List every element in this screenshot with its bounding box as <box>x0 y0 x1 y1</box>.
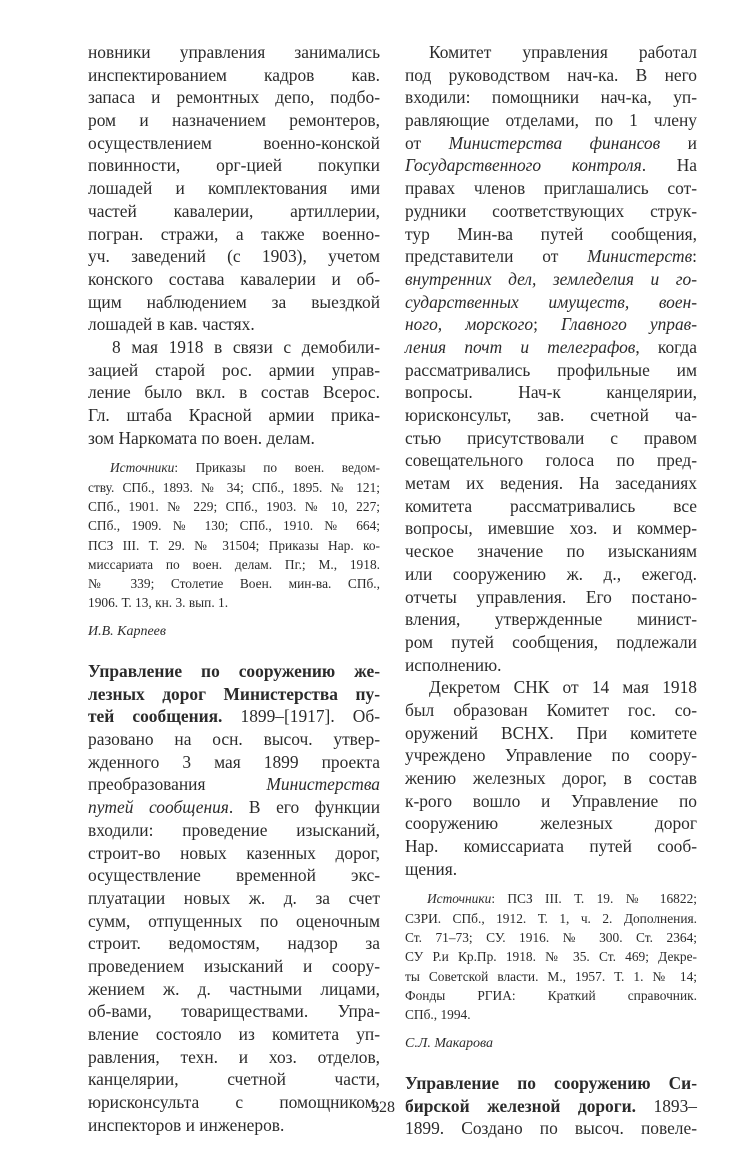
text-line <box>405 563 697 586</box>
text: или сооружению ж. д., ежегод. <box>405 563 697 584</box>
text: от <box>405 132 449 153</box>
text: исполнению. <box>405 654 502 675</box>
paragraph <box>88 41 380 336</box>
text: строит. ведомостям, надзор за <box>88 933 380 954</box>
text: № 339; Столетие Воен. мин-ва. СПб., <box>88 576 380 592</box>
text: : <box>692 246 697 267</box>
text: : Приказы по воен. ведом- <box>174 460 380 476</box>
text-line <box>88 516 380 535</box>
text: проведением изысканий и соору- <box>88 955 380 976</box>
text-line <box>405 812 697 835</box>
text: 8 мая 1918 в связи с демобили- <box>112 336 380 357</box>
text-line <box>405 767 697 790</box>
text-line <box>88 427 380 450</box>
text: преобразования <box>88 774 267 795</box>
italic-text: внутренних дел, земледелия и го- <box>405 268 697 289</box>
text-line <box>405 472 697 495</box>
text-line <box>88 536 380 555</box>
text: правах членов приглашались сот- <box>405 178 697 199</box>
text-line <box>88 41 380 64</box>
text-line <box>405 449 697 472</box>
text-line <box>88 177 380 200</box>
bold-text: Управление по сооружению Си- <box>405 1072 697 1093</box>
paragraph <box>88 336 380 449</box>
text-line <box>88 497 380 516</box>
text: под руководством нач-ка. В него <box>405 64 697 85</box>
text: щения. <box>405 858 458 879</box>
text: входили: проведение изысканий, <box>88 819 380 840</box>
text-line <box>405 654 697 677</box>
text-line <box>405 540 697 563</box>
text-line <box>88 359 380 382</box>
bold-text: лезных дорог Министерства пу- <box>88 683 380 704</box>
text: метам их ведения. На заседаниях <box>405 473 697 494</box>
text: Декретом СНК от 14 мая 1918 <box>429 677 697 698</box>
text: СЗРИ. СПб., 1912. Т. 1, ч. 2. Дополнения. <box>405 910 697 926</box>
text: об-вами, товариществами. Упра- <box>88 1001 380 1022</box>
text-line <box>88 1068 380 1091</box>
text: . В его функции <box>228 797 380 818</box>
text-line <box>88 683 380 706</box>
text-line <box>88 751 380 774</box>
text-line <box>88 1023 380 1046</box>
text: осуществление временной экс- <box>88 865 380 886</box>
text-line <box>405 1072 697 1095</box>
text: СПб., 1994. <box>405 1007 471 1023</box>
text-line <box>88 705 380 728</box>
text-line <box>405 109 697 132</box>
text: комитета рассматривались все <box>405 495 697 516</box>
text-line <box>405 404 697 427</box>
text-line <box>405 967 697 986</box>
sources-note <box>88 458 380 612</box>
text: рудники соответствующих струк- <box>405 200 697 221</box>
text-line <box>405 676 697 699</box>
text-line <box>405 313 697 336</box>
text-line <box>405 517 697 540</box>
right-column <box>405 41 697 1140</box>
text: СУ Р.и Кр.Пр. 1918. № 35. Ст. 469; Декре- <box>405 949 697 965</box>
text: ты Советской власти. М., 1957. Т. 1. № 14; <box>405 968 697 984</box>
text: зом Наркомата по воен. делам. <box>88 427 315 448</box>
bold-text: Управление по сооружению же- <box>88 661 380 682</box>
text-line <box>88 910 380 933</box>
text: 1893– <box>636 1095 698 1116</box>
text-line <box>405 64 697 87</box>
text: 1899–[1917]. Об- <box>222 706 380 727</box>
text: частей кавалерии, артиллерии, <box>88 200 380 221</box>
text-line <box>405 359 697 382</box>
text: конского состава кавалерии и об- <box>88 268 380 289</box>
text: , когда <box>635 336 698 357</box>
text-line <box>405 586 697 609</box>
italic-text: Министерства финансов <box>448 132 661 153</box>
text-line <box>405 495 697 518</box>
text-line <box>88 458 380 477</box>
text-line <box>88 773 380 796</box>
left-column <box>88 41 380 1136</box>
text-line <box>88 404 380 427</box>
italic-text: ного, морского <box>405 314 534 335</box>
paragraph <box>405 41 697 676</box>
text: 1906. Т. 13, кн. 3. вып. 1. <box>88 595 229 611</box>
italic-text: сударственных имуществ, воен- <box>405 291 697 312</box>
author-signature <box>405 1034 697 1053</box>
text-line <box>88 381 380 404</box>
text-line <box>88 268 380 291</box>
text: новники управления занимались <box>88 42 380 62</box>
text-line <box>88 555 380 574</box>
text-line <box>405 835 697 858</box>
bold-text: тей сообщения. <box>88 706 223 727</box>
text-line <box>88 728 380 751</box>
italic-text: Министерства <box>266 774 380 795</box>
italic-text: Источники <box>110 460 175 476</box>
text-line <box>405 268 697 291</box>
text-line <box>88 864 380 887</box>
text-line <box>405 1034 697 1053</box>
text-line <box>405 909 697 928</box>
text-line <box>405 336 697 359</box>
text-line <box>405 86 697 109</box>
text: погран. стражи, а также военно- <box>88 223 380 244</box>
text-line <box>405 928 697 947</box>
text: С.Л. Макарова <box>405 1035 493 1051</box>
text-line <box>88 336 380 359</box>
text-line <box>88 154 380 177</box>
text-line <box>405 631 697 654</box>
text: повинности, орг-цией покупки <box>88 155 380 176</box>
text: был образован Комитет гос. со- <box>405 699 697 720</box>
text-line <box>405 790 697 813</box>
text-line <box>405 132 697 155</box>
text: Гл. штаба Красной армии прика- <box>88 405 380 425</box>
text: СПб., 1909. № 130; СПб., 1910. № 664; <box>88 518 380 534</box>
italic-text: ления почт и телеграфов <box>405 336 636 357</box>
text-line <box>405 41 697 64</box>
text: СПб., 1901. № 229; СПб., 1903. № 10, 227; <box>88 498 380 514</box>
text-line <box>88 978 380 1001</box>
text: Комитет управления работал <box>429 42 697 62</box>
italic-text: путей сообщения <box>88 797 229 818</box>
text: рассматривались профильные им <box>405 359 697 380</box>
text: разовано на осн. высоч. утвер- <box>88 729 380 750</box>
text-line <box>88 1114 380 1137</box>
text-line <box>405 154 697 177</box>
text-line <box>405 245 697 268</box>
text: равляющие отделами, по 1 члену <box>405 110 697 131</box>
paragraph <box>405 676 697 880</box>
text-line <box>88 622 380 641</box>
text-line <box>405 427 697 450</box>
text: вление состояло из комитета уп- <box>88 1024 380 1045</box>
text: отчеты управления. Его постано- <box>405 586 697 607</box>
text: стью присутствовали с правом <box>405 427 697 448</box>
text: ром путей сообщения, подлежали <box>405 631 697 652</box>
text-line <box>405 608 697 631</box>
author-signature <box>88 622 380 641</box>
italic-text: Главного управ- <box>560 314 697 335</box>
text: . На <box>641 155 697 176</box>
page-number: 328 <box>371 1099 395 1116</box>
text-line <box>88 842 380 865</box>
text: жденного 3 мая 1899 проекта <box>88 751 380 772</box>
text-line <box>88 660 380 683</box>
text: тур Мин-ва путей сообщения, <box>405 223 697 244</box>
text-line <box>405 744 697 767</box>
text-line <box>88 291 380 314</box>
text-line <box>405 291 697 314</box>
text: учреждено Управление по соору- <box>405 745 697 766</box>
text-line <box>405 177 697 200</box>
text: канцелярии, счетной части, <box>88 1069 380 1090</box>
bold-text: бирской железной дороги. <box>405 1095 637 1116</box>
text-line <box>88 1000 380 1023</box>
text-line <box>88 109 380 132</box>
sources-note <box>405 889 697 1024</box>
text: инспекторов и инженеров. <box>88 1114 285 1135</box>
text: лошадей и комплектования ими <box>88 178 380 199</box>
text: осуществлением военно-конской <box>88 132 380 153</box>
text: входили: помощники нач-ка, уп- <box>405 87 697 108</box>
text-line <box>405 1005 697 1024</box>
text-line <box>88 200 380 223</box>
text: вления, утвержденные минист- <box>405 609 697 630</box>
text-line <box>88 132 380 155</box>
text: 1899. Создано по высоч. повеле- <box>405 1118 697 1139</box>
text: сооружению железных дорог <box>405 813 697 834</box>
text: ; <box>533 314 561 335</box>
text: Ст. 71–73; СУ. 1916. № 300. Ст. 2364; <box>405 930 697 946</box>
text: оружений ВСНХ. При комитете <box>405 722 697 743</box>
text: инспектированием кадров кав. <box>88 64 380 85</box>
text: вопросы, имевшие хоз. и коммер- <box>405 518 697 539</box>
text-line <box>405 947 697 966</box>
text-line <box>88 932 380 955</box>
italic-text: Источники <box>427 891 492 907</box>
text: ПСЗ III. Т. 29. № 31504; Приказы Нар. ко- <box>88 537 380 553</box>
text: Фонды РГИА: Краткий справочник. <box>405 987 697 1003</box>
text: жением ж. д. частными лицами, <box>88 978 380 999</box>
text-line <box>88 593 380 612</box>
text: юрисконсульт, зав. счетной ча- <box>405 405 697 425</box>
italic-text: Государственного контроля <box>405 155 642 176</box>
text: уч. заведений (с 1903), учетом <box>88 246 380 267</box>
text-line <box>88 887 380 910</box>
text-line <box>405 1117 697 1140</box>
text-line <box>88 1046 380 1069</box>
text: миссариата по воен. делам. Пг.; М., 1918. <box>88 556 380 572</box>
text: ческое значение по изысканиям <box>405 541 697 562</box>
text-line <box>88 478 380 497</box>
text: ление было вкл. в состав Всерос. <box>88 382 380 403</box>
text-line <box>88 819 380 842</box>
text: и <box>660 132 697 153</box>
text-line <box>88 86 380 109</box>
text-line <box>405 223 697 246</box>
text: Нар. комиссариата путей сооб- <box>405 836 697 857</box>
text-line <box>88 796 380 819</box>
text: запаса и ремонтных депо, подбо- <box>88 87 380 108</box>
text: жению железных дорог, в состав <box>405 768 697 788</box>
text: ром и назначением ремонтеров, <box>88 110 380 131</box>
text: сумм, отпущенных по оценочным <box>88 910 380 931</box>
text-line <box>88 313 380 336</box>
text-line <box>88 223 380 246</box>
article-heading <box>88 660 380 1136</box>
text-line <box>405 200 697 223</box>
text-line <box>405 986 697 1005</box>
text: : ПСЗ III. Т. 19. № 16822; <box>491 891 697 907</box>
text: представители от <box>405 246 588 267</box>
text-line <box>88 574 380 593</box>
text: совещательного голоса по пред- <box>405 450 697 471</box>
text: зацией старой рос. армии управ- <box>88 359 380 380</box>
text-line <box>88 245 380 268</box>
text: к-рого вошло и Управление по <box>405 790 697 811</box>
text: равления, техн. и хоз. отделов, <box>88 1046 380 1067</box>
text: ству. СПб., 1893. № 34; СПб., 1895. № 121; <box>88 479 380 495</box>
text: лошадей в кав. частях. <box>88 314 255 335</box>
text: И.В. Карпеев <box>88 623 166 639</box>
text-line <box>405 858 697 881</box>
text: строит-во новых казенных дорог, <box>88 842 380 863</box>
text-line <box>405 381 697 404</box>
text-line <box>405 889 697 908</box>
italic-text: Министерств <box>587 246 693 267</box>
text: юрисконсульта с помощником, <box>88 1092 380 1113</box>
text-line <box>88 64 380 87</box>
text: щим наблюдением за выездкой <box>88 291 380 312</box>
text: плуатации новых ж. д. за счет <box>88 887 380 908</box>
text: вопросы. Нач-к канцелярии, <box>405 382 697 403</box>
text-line <box>88 955 380 978</box>
text-line <box>405 722 697 745</box>
text-line <box>405 699 697 722</box>
